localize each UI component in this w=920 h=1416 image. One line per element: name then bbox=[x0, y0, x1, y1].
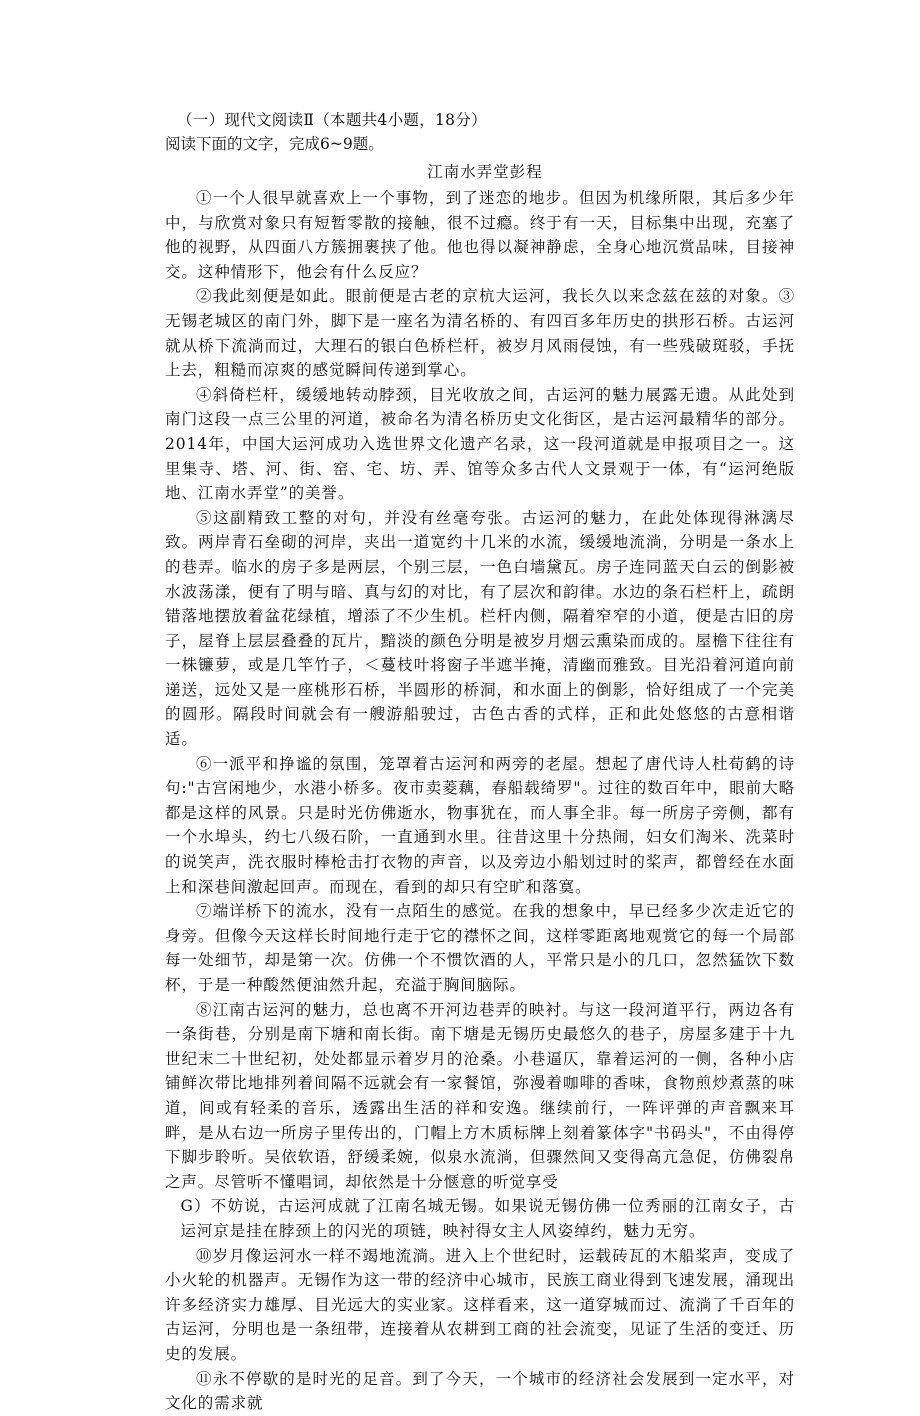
article-title: 江南水弄堂彭程 bbox=[427, 163, 543, 181]
paragraph-11: ⑪永不停歇的是时光的足音。到了今天，一个城市的经济社会发展到一定水平，对文化的需求就 bbox=[165, 1369, 795, 1413]
paragraph-9: G）不妨说，古运河成就了江南名城无锡。如果说无锡仿佛一位秀丽的江南女子，古运河京是挂在脖颈上的闪光的项链，映衬得女主人风姿绰约，魅力无穷。 bbox=[180, 1197, 795, 1240]
paragraph-1: ①一个人很早就喜欢上一个事物，到了迷恋的地步。但因为机缘所限，其后多少年中，与欣赏对象只有短暂零散的接触，很不过瘾。终于有一天，目标集中出现，充塞了他的视野，从四面八方簇拥裹挟了他。他也得以凝神静虑，全身心地沉赏品味，目接神交。这种情形下，他会有什么反应？ bbox=[165, 189, 795, 281]
paragraph-7: ⑦端详桥下的流水，没有一点陌生的感觉。在我的想象中，早已经多少次走近它的身旁。但像今天这样长时间地行走于它的襟怀之间，这样零距离地观赏它的每一个局部每一处细节，却是第一次。仿佛一个不惯饮酒的人，平常只是小的几口，忽然猛饮下数杯，于是一种酸然便油然升起，充溢于胸间脑际。 bbox=[165, 902, 795, 994]
reading-instruction: 阅读下面的文字，完成6~9题。 bbox=[165, 135, 384, 153]
paragraph-2: ②我此刻便是如此。眼前便是古老的京杭大运河，我长久以来念兹在兹的对象。③无锡老城区的南门外，脚下是一座名为清名桥的、有四百多年历史的拱形石桥。古运河就从桥下流淌而过，大理石的银白色桥栏杆，被岁月风雨侵蚀，有一些残破斑驳，手抚上去，粗糙而凉爽的感觉瞬间传递到掌心。 bbox=[165, 287, 795, 380]
document-page bbox=[165, 108, 795, 1416]
section-heading: （一）现代文阅读Ⅱ（本题共4小题，18分） bbox=[177, 111, 487, 129]
paragraph-10: ⑩岁月像运河水一样不竭地流淌。进入上个世纪时，运载砖瓦的木船桨声，变成了小火轮的机器声。无锡作为这一带的经济中心城市，民族工商业得到飞速发展，涌现出许多经济实力雄厚、目光远大的实业家。这样看来，这一道穿城而过、流淌了千百年的古运河，分明也是一条纽带，连接着从农耕到工商的社会流变，见证了生活的变迁、历史的发展。 bbox=[165, 1246, 795, 1363]
paragraph-5: ⑤这副精致工整的对句，并没有丝毫夸张。古运河的魅力，在此处体现得淋漓尽致。两岸青石垒砌的河岸，夹出一道宽约十几米的水流，缓缓地流淌，分明是一条水上的巷弄。临水的房子多是两层，个别三层，一色白墙黛瓦。房子连同蓝天白云的倒影被水波荡漾，便有了明与暗、真与幻的对比，有了层次和韵律。水边的条石栏杆上，疏朗错落地摆放着盆花绿植，增添了不少生机。栏杆内侧，隔着窄窄的小道，便是古旧的房子，屋脊上层层叠叠的瓦片，黯淡的颜色分明是被岁月烟云熏染而成的。屋檐下往往有一株镰萝，或是几竿竹子，＜蔓枝叶将窗子半遮半掩，清幽而雅致。目光沿着河道向前递送，远处又是一座桃形石桥，半圆形的桥洞，和水面上的倒影，恰好组成了一个完美的圆形。隔段时间就会有一艘游船驶过，古色古香的式样，正和此处悠悠的古意相谐适。 bbox=[165, 508, 795, 749]
paragraph-6: ⑥一派平和挣谧的氛围，笼罩着古运河和两旁的老屋。想起了唐代诗人杜荀鹤的诗句:"古宫闲地少，水港小桥多。夜市卖菱藕，春船载绮罗"。过往的数百年中，眼前大略都是这样的风景。只是时光仿佛逝水，物事犹在，而人事全非。每一所房子旁侧，都有一个水埠头，约七八级石阶，一直通到水里。往昔这里十分热闹，妇女们淘米、洗菜时的说笑声，洗衣服时棒枪击打衣物的声音，以及旁边小船划过时的桨声，都曾经在水面上和深巷间激起回声。而现在，看到的却只有空旷和落寞。 bbox=[165, 754, 795, 896]
paragraph-4: ④斜倚栏杆，缓缓地转动脖颈，目光收放之间，古运河的魅力展露无遗。从此处到南门这段一点三公里的河道，被命名为清名桥历史文化街区，是古运河最精华的部分。2014年，中国大运河成功入选世界文化遗产名录，这一段河道就是申报项目之一。这里集寺、塔、河、街、窑、宅、坊、弄、馆等众多古代人文景观于一体，有“运河绝版地、江南水弄堂”的美誉。 bbox=[165, 385, 795, 503]
paragraph-8: ⑧江南古运河的魅力，总也离不开河边巷弄的映衬。与这一段河道平行，两边各有一条街巷，分别是南下塘和南长街。南下塘是无锡历史最悠久的巷子，房屋多建于十九世纪末二十世纪初，处处都显示着岁月的沧桑。小巷逼仄，靠着运河的一侧，各种小店铺鲜次带比地排列着间隔不远就会有一家餐馆，弥漫着咖啡的香味，食物煎炒煮蒸的味道，间或有轻柔的音乐，透露出生活的祥和安逸。继续前行，一阵评弹的声音飘来耳畔，是从右边一所房子里传出的，门帽上方木质标牌上刻着篆体字"书码头"，不由得停下脚步聆听。吴依软语，舒缓柔婉，似泉水流淌，但骤然间又变得高亢急促，仿佛裂帛之声。尽管听不懂唱词，却依然是十分惬意的听觉享受 bbox=[165, 1000, 795, 1191]
